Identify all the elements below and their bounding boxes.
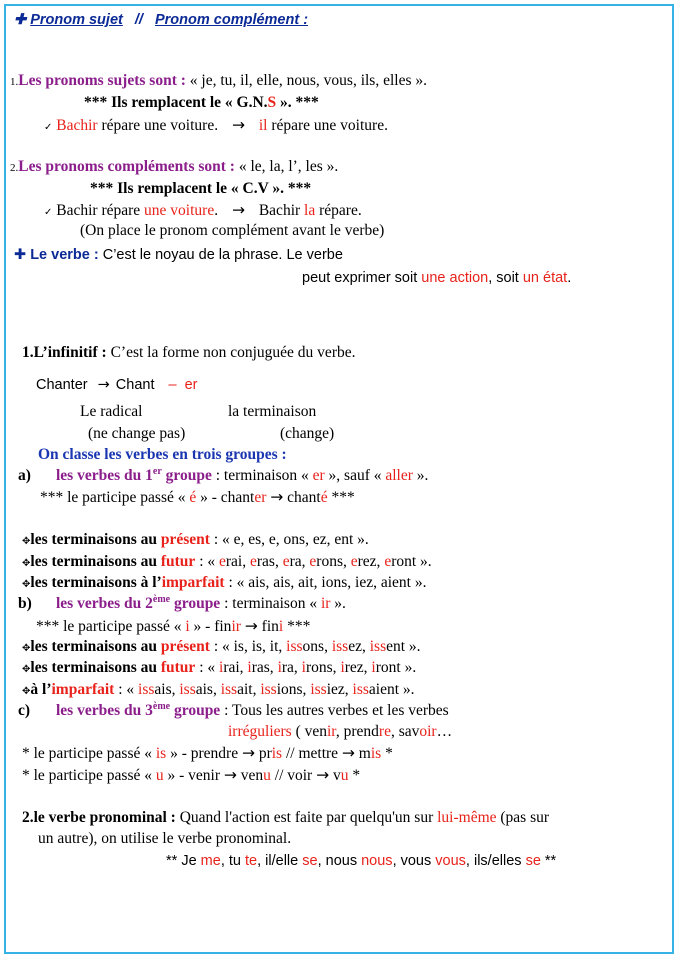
group1-er: er <box>312 467 325 484</box>
pronominal-examples <box>166 851 556 871</box>
t: rons, <box>316 553 351 570</box>
group2-end: ». <box>330 595 346 612</box>
pronominal-line-2: un autre), on utilise le verbe pronominal. <box>38 830 292 847</box>
section-number: 1. <box>10 76 19 88</box>
replace-end: ». *** <box>276 94 319 111</box>
group3-sup: ème <box>152 700 171 712</box>
word-imparfait: imparfait <box>51 681 115 698</box>
t: rai, <box>223 659 248 676</box>
text: les terminaisons au <box>30 638 161 655</box>
text: les terminaisons au <box>30 531 161 548</box>
label-change: (change) <box>280 425 335 442</box>
irreguliers: irréguliers <box>228 723 292 740</box>
h: re <box>378 723 391 740</box>
label-radical: Le radical <box>80 403 143 420</box>
pronominal-line <box>22 808 549 828</box>
endings: : « ais, ais, ait, ions, iez, aient ». <box>224 574 427 591</box>
t: * <box>381 745 393 762</box>
header-line <box>14 10 308 30</box>
example-dot: . <box>214 202 219 219</box>
example-1 <box>44 115 388 138</box>
h: e <box>350 553 358 570</box>
word-futur: futur <box>160 659 196 676</box>
verb-definition: C’est le noyau de la phrase. Le verbe <box>98 247 343 263</box>
g2-futur-line: ✥les terminaisons au futur : « irai, iras, ira, irons, irez, iront ». <box>22 659 417 676</box>
word-chanter: Chanter <box>36 377 88 393</box>
une-action: une action <box>421 270 489 286</box>
t: , ils/elles <box>465 853 526 869</box>
h: se <box>525 853 541 869</box>
group1-text: : terminaison « <box>211 467 313 484</box>
pp-i: i <box>185 618 190 635</box>
replace-s: S <box>267 94 277 111</box>
dash: – <box>168 377 177 393</box>
group3-irreguliers <box>228 722 452 742</box>
t: ** Je <box>166 853 201 869</box>
group2-participle <box>36 616 310 637</box>
example-rest: répare une voiture. <box>97 117 219 134</box>
t: ven <box>236 767 264 784</box>
t: // mettre <box>282 745 342 762</box>
t: , nous <box>317 853 362 869</box>
arrow-icon: → <box>223 766 237 784</box>
t: , sav <box>390 723 420 740</box>
h: iss <box>179 681 196 698</box>
example-object: une voiture <box>144 202 215 219</box>
example-rest-2: répare une voiture. <box>267 117 388 134</box>
t: , il/elle <box>257 853 303 869</box>
h: oir <box>419 723 437 740</box>
group3-word: groupe <box>170 702 221 719</box>
group3-text: : Tous les autres verbes et les verbes <box>220 702 449 719</box>
verb-dot: . <box>567 270 572 286</box>
group2-title: les verbes du 2 <box>56 595 153 612</box>
text: les terminaisons au <box>30 659 161 676</box>
h: e <box>219 553 226 570</box>
un-etat: un état <box>522 270 568 286</box>
t: ent ». <box>386 638 421 655</box>
t: aient ». <box>368 681 415 698</box>
group-label: b) <box>18 595 32 612</box>
replace-cv-line: *** Ils remplacent le « C.V ». *** <box>90 180 312 197</box>
arrow-icon: → <box>231 201 245 219</box>
title-pronom-complement: Pronom complément : <box>154 12 309 28</box>
pp-er: er <box>254 489 267 506</box>
group1-sup: er <box>152 465 162 477</box>
g1-imparfait-line: ✥les terminaisons à l’imparfait : « ais, ais, ait, ions, iez, aient ». <box>22 574 427 591</box>
h: se <box>302 853 318 869</box>
group2-word: groupe <box>170 595 221 612</box>
h: e <box>282 553 290 570</box>
h: i <box>371 659 376 676</box>
t: // voir <box>270 767 317 784</box>
h: iss <box>369 638 387 655</box>
replace-text: *** Ils remplacent le « G.N. <box>84 94 268 111</box>
arrow-icon: → <box>231 116 245 134</box>
arrow-icon: → <box>316 766 330 784</box>
t: … <box>436 723 453 740</box>
t: rai, <box>225 553 250 570</box>
word-present: présent <box>160 638 210 655</box>
t: m <box>354 745 371 762</box>
t: ( ven <box>291 723 327 740</box>
three-groups-heading: On classe les verbes en trois groupes : <box>38 446 287 463</box>
h: me <box>200 853 221 869</box>
placement-note: (On place le pronom complément avant le verbe) <box>80 222 385 239</box>
t: v <box>329 767 341 784</box>
arrow-icon: → <box>341 744 355 762</box>
pp-end: *** <box>283 618 311 635</box>
h: ir <box>327 723 336 740</box>
group1-title: les verbes du 1 <box>56 467 153 484</box>
h: u <box>263 767 271 784</box>
h: iss <box>220 681 238 698</box>
pp-text: *** le participe passé « <box>36 618 186 635</box>
t: , vous <box>392 853 436 869</box>
group3-participle-is <box>22 743 393 764</box>
t: , tu <box>220 853 246 869</box>
group2-text: : terminaison « <box>220 595 321 612</box>
title-pronom-sujet: Pronom sujet <box>30 12 123 28</box>
word-present: présent <box>160 531 210 548</box>
t: ra, <box>289 553 310 570</box>
group2-sup: ème <box>152 593 171 605</box>
example-subject: Bachir <box>56 117 98 134</box>
h: i <box>277 659 282 676</box>
group3-line <box>18 701 449 721</box>
verb-text: peut exprimer soit <box>302 270 422 286</box>
g1-futur-line: ✥les terminaisons au futur : « erai, eras, era, erons, erez, eront ». <box>22 553 432 570</box>
h: iss <box>331 638 349 655</box>
group-label: c) <box>18 702 31 719</box>
t: rez, <box>344 659 372 676</box>
t: * <box>348 767 361 784</box>
t: ez, <box>348 638 370 655</box>
check-icon: ✓ <box>44 122 53 133</box>
example-text: Bachir répare <box>56 202 145 219</box>
g2-present-line: ✥les terminaisons au présent : « is, is, it, issons, issez, issent ». <box>22 638 421 655</box>
t: ons, <box>302 638 332 655</box>
h: u <box>155 767 164 784</box>
word-chant: Chant <box>115 377 155 393</box>
group2-line <box>18 594 346 614</box>
pronominal-heading: 2.le verbe pronominal : <box>22 809 176 826</box>
title-separator: // <box>134 12 143 28</box>
t: : « is, is, it, <box>209 638 287 655</box>
t: » - venir <box>163 767 224 784</box>
t: rons, <box>305 659 341 676</box>
complement-pronouns-list: « le, la, l’, les ». <box>234 158 339 175</box>
h: i <box>301 659 306 676</box>
cross-bullet-icon: ✚ <box>14 247 27 263</box>
h: iss <box>310 681 327 698</box>
infinitive-heading: 1.L’infinitif : <box>22 344 107 361</box>
label-terminaison: la terminaison <box>228 403 317 420</box>
pp-text-3: fin <box>257 618 279 635</box>
h: u <box>340 767 349 784</box>
t: (pas sur <box>496 809 550 826</box>
subject-pronouns-line <box>10 71 427 92</box>
lui-meme: lui-même <box>437 809 497 826</box>
t: pr <box>254 745 272 762</box>
t: * le participe passé « <box>22 767 156 784</box>
t: ais, <box>195 681 221 698</box>
pp-text-2: » - chant <box>196 489 255 506</box>
pp-text-3: chant <box>283 489 321 506</box>
word-er: er <box>184 377 198 393</box>
example-pronoun: la <box>304 202 316 219</box>
t: , prend <box>335 723 379 740</box>
check-icon: ✓ <box>44 207 53 218</box>
verb-definition-line <box>14 245 343 265</box>
group1-end: ». <box>412 467 429 484</box>
text: les terminaisons au <box>30 553 161 570</box>
cross-bullet-icon: ✚ <box>14 12 27 28</box>
pp-i-2: i <box>278 618 284 635</box>
t: iez, <box>326 681 353 698</box>
group1-line <box>18 466 428 486</box>
infinitive-definition: C’est la forme non conjuguée du verbe. <box>106 344 356 361</box>
word-futur: futur <box>160 553 196 570</box>
h: i <box>247 659 252 676</box>
h: is <box>370 745 382 762</box>
group1-word: groupe <box>161 467 212 484</box>
h: vous <box>435 853 466 869</box>
example-text-2: Bachir <box>258 202 305 219</box>
h: e <box>309 553 317 570</box>
h: i <box>219 659 224 676</box>
label-no-change: (ne change pas) <box>88 425 186 442</box>
t: ras, <box>251 659 278 676</box>
t: ra, <box>281 659 302 676</box>
h: iss <box>286 638 303 655</box>
chanter-example <box>36 375 197 395</box>
group3-participle-u <box>22 765 360 786</box>
arrow-icon: → <box>97 377 110 393</box>
h: iss <box>138 681 155 698</box>
t: : « <box>114 681 139 698</box>
verb-text-2: , soit <box>488 270 523 286</box>
t: : « <box>195 659 219 676</box>
h: nous <box>361 853 393 869</box>
t: ** <box>540 853 557 869</box>
text: les terminaisons à l’ <box>30 574 162 591</box>
group3-title: les verbes du 3 <box>56 702 153 719</box>
pp-ir: ir <box>231 618 241 635</box>
group2-ir: ir <box>320 595 331 612</box>
t: ront ». <box>375 659 417 676</box>
t: ras, <box>256 553 283 570</box>
t: Quand l'action est faite par quelqu'un sur <box>175 809 438 826</box>
group1-aller: aller <box>385 467 413 484</box>
complement-pronouns-heading: Les pronoms compléments sont : <box>18 158 235 175</box>
section-number: 2. <box>10 162 19 174</box>
t: : « <box>195 553 219 570</box>
example-end: répare. <box>315 202 362 219</box>
replace-gns-line <box>84 93 319 113</box>
h: iss <box>260 681 277 698</box>
endings: : « e, es, e, ons, ez, ent ». <box>209 531 369 548</box>
pp-text: *** le participe passé « <box>40 489 190 506</box>
pp-end: *** <box>327 489 355 506</box>
h: e <box>250 553 257 570</box>
arrow-icon: → <box>241 744 255 762</box>
h: is <box>271 745 283 762</box>
h: e <box>384 553 392 570</box>
example-pronoun: il <box>258 117 268 134</box>
h: i <box>340 659 345 676</box>
pp-e: é <box>189 489 197 506</box>
t: ait, <box>237 681 261 698</box>
verb-label: Le verbe : <box>30 247 99 263</box>
subject-pronouns-heading: Les pronoms sujets sont : <box>18 72 186 89</box>
text: à l’ <box>30 681 52 698</box>
infinitive-line <box>22 343 355 363</box>
subject-pronouns-list: « je, tu, il, elle, nous, vous, ils, elles ». <box>185 72 427 89</box>
t: rez, <box>357 553 385 570</box>
t: ions, <box>276 681 311 698</box>
complement-pronouns-line <box>10 157 338 178</box>
h: iss <box>352 681 369 698</box>
t: » - prendre <box>166 745 242 762</box>
word-imparfait: imparfait <box>161 574 225 591</box>
verb-definition-line-2 <box>302 268 571 288</box>
h: is <box>155 745 167 762</box>
group1-text-2: », sauf « <box>324 467 386 484</box>
group1-participle <box>40 487 355 508</box>
h: te <box>245 853 258 869</box>
t: ront ». <box>391 553 432 570</box>
arrow-icon: → <box>270 488 284 506</box>
pp-text-2: » - fin <box>189 618 232 635</box>
pp-e-2: é <box>320 489 328 506</box>
t: * le participe passé « <box>22 745 156 762</box>
g1-present-line: ✥les terminaisons au présent : « e, es, e, ons, ez, ent ». <box>22 531 369 548</box>
t: ais, <box>154 681 180 698</box>
group-label: a) <box>18 467 31 484</box>
arrow-icon: → <box>244 617 258 635</box>
example-2 <box>44 200 362 223</box>
g2-imparfait-line: ✥à l’imparfait : « issais, issais, issait, issions, issiez, issaient ». <box>22 681 415 698</box>
